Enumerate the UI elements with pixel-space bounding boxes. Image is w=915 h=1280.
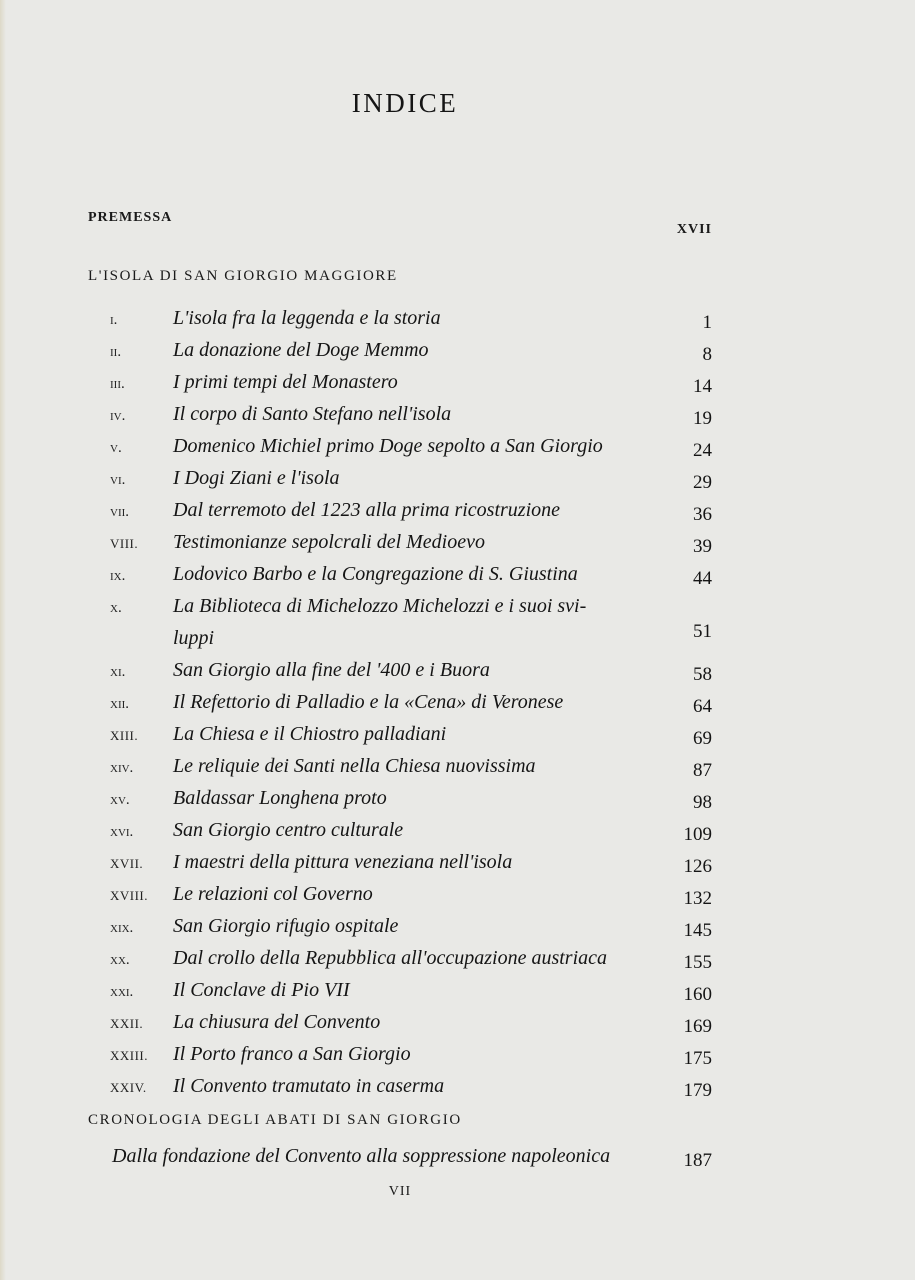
chapter-number: x. bbox=[110, 600, 122, 616]
chapter-page-number: 8 bbox=[702, 344, 712, 365]
chapter-row[interactable] bbox=[110, 430, 712, 462]
chapter-number: xv. bbox=[110, 792, 130, 808]
chapter-row[interactable] bbox=[110, 718, 712, 750]
chapter-page-number: 1 bbox=[702, 312, 712, 333]
chapter-row[interactable] bbox=[110, 686, 712, 718]
page-title: INDICE bbox=[351, 88, 459, 119]
chapter-row[interactable] bbox=[110, 974, 712, 1006]
chapter-page-number: 44 bbox=[693, 568, 712, 589]
chapter-title: Il Conclave di Pio VII bbox=[173, 979, 350, 1001]
chapter-row[interactable] bbox=[110, 1006, 712, 1038]
chapter-row[interactable] bbox=[110, 942, 712, 974]
chapter-title: I primi tempi del Monastero bbox=[173, 371, 398, 393]
chapter-title: La chiusura del Convento bbox=[173, 1011, 381, 1033]
chapter-page-number: 175 bbox=[683, 1048, 712, 1069]
chapter-title: Domenico Michiel primo Doge sepolto a San Giorgio bbox=[173, 435, 603, 457]
chapter-row[interactable] bbox=[110, 494, 712, 526]
chapter-title: Il Convento tramutato in caserma bbox=[173, 1075, 445, 1097]
chapter-title: San Giorgio rifugio ospitale bbox=[173, 915, 399, 937]
chapter-number: ix. bbox=[110, 568, 126, 584]
chapter-row[interactable] bbox=[110, 654, 712, 686]
chapter-title-line: luppi bbox=[173, 627, 215, 649]
chapter-page-number: 155 bbox=[683, 952, 712, 973]
chapter-page-number: 24 bbox=[693, 440, 712, 461]
part-heading-isola: L'ISOLA DI SAN GIORGIO MAGGIORE bbox=[88, 268, 398, 284]
chapter-row[interactable] bbox=[110, 846, 712, 878]
chapter-number: ii. bbox=[110, 344, 122, 360]
chapter-number: xvi. bbox=[110, 824, 134, 840]
chapter-title: Baldassar Longhena proto bbox=[173, 787, 387, 809]
page-folio: VII bbox=[388, 1184, 412, 1199]
chapter-title: Dal terremoto del 1223 alla prima ricostruzione bbox=[173, 499, 561, 521]
chapter-title-line: La Biblioteca di Michelozzo Michelozzi e i suoi svi- bbox=[173, 595, 587, 617]
chapter-page-number: 98 bbox=[693, 792, 712, 813]
chapter-title: San Giorgio centro culturale bbox=[173, 819, 404, 841]
chapter-number: XXIV. bbox=[110, 1080, 147, 1095]
chapter-number: XXIII. bbox=[110, 1048, 149, 1063]
chapter-page-number: 169 bbox=[683, 1016, 712, 1037]
part-heading-cronologia: CRONOLOGIA DEGLI ABATI DI SAN GIORGIO bbox=[88, 1112, 462, 1128]
chapter-row[interactable] bbox=[110, 878, 712, 910]
chapter-number: i. bbox=[110, 312, 118, 328]
chapter-row[interactable] bbox=[110, 782, 712, 814]
chapter-row[interactable] bbox=[110, 1038, 712, 1070]
chapter-row[interactable] bbox=[110, 1070, 712, 1102]
chapter-row[interactable] bbox=[110, 462, 712, 494]
chapter-number: XVII. bbox=[110, 856, 144, 871]
chapter-title: Il corpo di Santo Stefano nell'isola bbox=[173, 403, 452, 425]
chapter-page-number: 36 bbox=[693, 504, 712, 525]
chapter-title bbox=[173, 590, 672, 654]
cronologia-entry-page: 187 bbox=[683, 1150, 712, 1171]
chapter-page-number: 69 bbox=[693, 728, 712, 749]
chapter-number: XVIII. bbox=[110, 888, 149, 903]
chapter-page-number: 14 bbox=[693, 376, 712, 397]
chapter-title: La donazione del Doge Memmo bbox=[173, 339, 429, 361]
chapter-title: San Giorgio alla fine del '400 e i Buora bbox=[173, 659, 490, 681]
cronologia-entry[interactable] bbox=[112, 1140, 712, 1172]
chapter-number: xix. bbox=[110, 920, 134, 936]
chapter-number: vi. bbox=[110, 472, 126, 488]
chapter-title: La Chiesa e il Chiostro palladiani bbox=[173, 723, 447, 745]
chapter-title: Testimonianze sepolcrali del Medioevo bbox=[173, 531, 485, 553]
premessa-heading[interactable]: PREMESSA bbox=[88, 210, 173, 225]
chapter-number: vii. bbox=[110, 504, 130, 520]
chapter-title: I maestri della pittura veneziana nell'isola bbox=[173, 851, 513, 873]
chapter-number: xii. bbox=[110, 696, 130, 712]
chapter-number: XXII. bbox=[110, 1016, 144, 1031]
cronologia-entry-title: Dalla fondazione del Convento alla soppressione napoleonica bbox=[112, 1145, 611, 1167]
chapter-row[interactable] bbox=[110, 814, 712, 846]
chapter-title: I Dogi Ziani e l'isola bbox=[173, 467, 340, 489]
chapter-list bbox=[110, 302, 712, 1102]
chapter-page-number: 64 bbox=[693, 696, 712, 717]
chapter-number: XIII. bbox=[110, 728, 139, 743]
chapter-title: L'isola fra la leggenda e la storia bbox=[173, 307, 441, 329]
chapter-page-number: 145 bbox=[683, 920, 712, 941]
chapter-row[interactable] bbox=[110, 558, 712, 590]
chapter-title: Il Refettorio di Palladio e la «Cena» di Veronese bbox=[173, 691, 564, 713]
chapter-title: Le reliquie dei Santi nella Chiesa nuovissima bbox=[173, 755, 536, 777]
chapter-row[interactable] bbox=[110, 910, 712, 942]
chapter-row[interactable] bbox=[110, 398, 712, 430]
chapter-row[interactable] bbox=[110, 590, 712, 654]
chapter-row[interactable] bbox=[110, 334, 712, 366]
chapter-title: Il Porto franco a San Giorgio bbox=[173, 1043, 411, 1065]
chapter-title: Lodovico Barbo e la Congregazione di S. Giustina bbox=[173, 563, 578, 585]
chapter-title: Le relazioni col Governo bbox=[173, 883, 373, 905]
chapter-page-number: 126 bbox=[683, 856, 712, 877]
chapter-number: xx. bbox=[110, 952, 130, 968]
chapter-page-number: 19 bbox=[693, 408, 712, 429]
chapter-page-number: 132 bbox=[683, 888, 712, 909]
chapter-number: v. bbox=[110, 440, 122, 456]
chapter-row[interactable] bbox=[110, 366, 712, 398]
chapter-page-number: 51 bbox=[693, 621, 712, 642]
chapter-page-number: 87 bbox=[693, 760, 712, 781]
chapter-page-number: 160 bbox=[683, 984, 712, 1005]
chapter-page-number: 109 bbox=[683, 824, 712, 845]
chapter-number: iii. bbox=[110, 376, 125, 392]
chapter-row[interactable] bbox=[110, 526, 712, 558]
chapter-number: xxi. bbox=[110, 984, 134, 1000]
chapter-number: xiv. bbox=[110, 760, 134, 776]
chapter-page-number: 39 bbox=[693, 536, 712, 557]
chapter-number: iv. bbox=[110, 408, 126, 424]
chapter-row[interactable] bbox=[110, 750, 712, 782]
chapter-page-number: 58 bbox=[693, 664, 712, 685]
chapter-page-number: 29 bbox=[693, 472, 712, 493]
chapter-row[interactable] bbox=[110, 302, 712, 334]
page-edge-shadow bbox=[0, 0, 6, 1280]
chapter-number: VIII. bbox=[110, 536, 139, 551]
chapter-title: Dal crollo della Repubblica all'occupazione austriaca bbox=[173, 947, 608, 969]
chapter-page-number: 179 bbox=[683, 1080, 712, 1101]
premessa-page-number: XVII bbox=[676, 222, 712, 237]
chapter-number: xi. bbox=[110, 664, 126, 680]
